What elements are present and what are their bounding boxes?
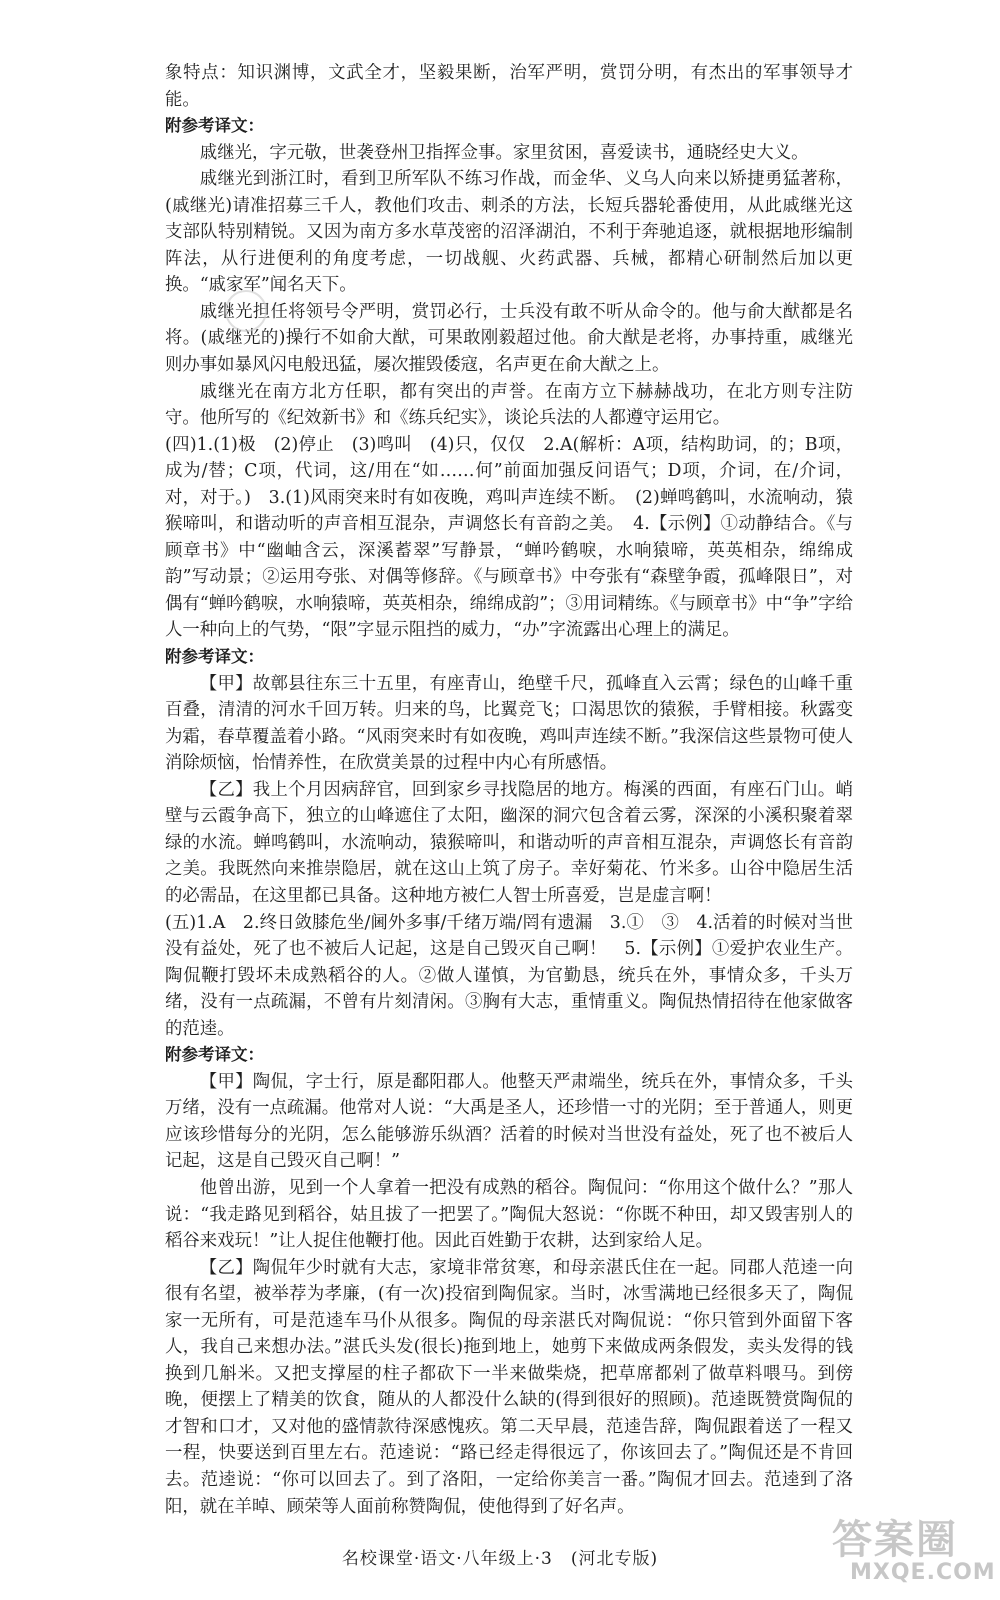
section-heading: 附参考译文： [165,116,264,136]
paragraph-9: 【乙】我上个月因病辞官，回到家乡寻找隐居的地方。梅溪的西面，有座石门山。峭壁与云霞争高下，独立的山峰遮住了太阳，幽深的洞穴包含着云雾，深深的小溪积聚着翠绿的水流。蝉鸣鹤叫，水流响动，猿猴啼叫，和谐动听的声音相互混杂，声调悠长有音韵之美。我既然向来推崇隐居，就在这山上筑了房子。幸好菊花、竹米多。山谷中隐居生活的必需品，在这里都已具备。这种地方被仁人智士所喜爱，岂是虚言啊！ [165,779,853,906]
section-heading: 附参考译文： [165,647,264,667]
site-watermark-logo [832,1508,996,1594]
paragraph-0: 象特点：知识渊博，文武全才，坚毅果断，治军严明，赏罚分明，有杰出的军事领导才能。 [165,63,853,110]
paragraph-12: 【甲】陶侃，字士行，原是鄱阳郡人。他整天严肃端坐，统兵在外，事情众多，千头万绪，没有一点疏漏。他常对人说：“大禹是圣人，还珍惜一寸的光阴；至于普通人，则更应该珍惜每分的光阴，怎么能够游乐纵酒？活着的时候对当世没有益处，死了也不被后人记起，这是自己毁灭自己啊！” [165,1071,853,1172]
page-footer: 名校课堂·语文·八年级上·3 (河北专版) [341,1549,659,1569]
faint-stamp-mark [225,290,267,332]
watermark-main-text: 答案圈 [832,1517,958,1563]
answer-block-4: (四)1.(1)极 (2)停止 (3)鸣叫 (4)只，仅仅 2.A(解析：A项，结构助词，的；B项，成为/替；C项，代词，这/用在“如……何”前面加强反问语气；D项，介词，在/介词，对，对于。) 3.(1)风雨突来时有如夜晚，鸡叫声连续不断。 (2)蝉鸣鹤叫，水流响动，猿猴啼叫，和谐动听的声音相互混杂，声调悠长有音韵之美。 4.【示例】①动静结合。《与顾章书》中“幽岫含云，深溪蓄翠”写静景，“蝉吟鹤唳，水响猿啼，英英相杂，绵绵成韵”写动景；②运用夸张、对偶等修辞。《与顾章书》中夸张有“森壁争霞，孤峰限日”，对偶有“蝉吟鹤唳，水响猿啼，英英相杂，绵绵成韵”；③用词精练。《与顾章书》中“争”字给人一种向上的气势，“限”字显示阻挡的威力，“办”字流露出心理上的满足。 [165,434,853,641]
paragraph-14: 【乙】陶侃年少时就有大志，家境非常贫寒，和母亲湛氏住在一起。同郡人范逵一向很有名望，被举荐为孝廉，(有一次)投宿到陶侃家。当时，冰雪满地已经很多天了，陶侃家一无所有，可是范逵车马仆从很多。陶侃的母亲湛氏对陶侃说：“你只管到外面留下客人，我自己来想办法。”湛氏头发(很长)拖到地上，她剪下来做成两条假发，卖头发得的钱换到几斛米。又把支撑屋的柱子都砍下一半来做柴烧，把草席都剁了做草料喂马。到傍晚，便摆上了精美的饮食，随从的人都没什么缺的(得到很好的照顾)。范逵既赞赏陶侃的才智和口才，又对他的盛情款待深感愧疚。第二天早晨，范逵告辞，陶侃跟着送了一程又一程，快要送到百里左右。范逵说：“路已经走得很远了，你该回去了。”陶侃还是不肯回去。范逵说：“你可以回去了。到了洛阳，一定给你美言一番。”陶侃才回去。范逵到了洛阳，就在羊晫、顾荣等人面前称赞陶侃，使他得到了好名声。 [165,1257,853,1517]
paragraph-13: 他曾出游，见到一个人拿着一把没有成熟的稻谷。陶侃问：“你用这个做什么？”那人说：“我走路见到稻谷，姑且拔了一把罢了。”陶侃大怒说：“你既不种田，却又毁害别人的稻谷来戏玩！”让人捉住他鞭打他。因此百姓勤于农耕，达到家给人足。 [165,1177,853,1252]
paragraph-3: 戚继光到浙江时，看到卫所军队不练习作战，而金华、义乌人向来以矫捷勇猛著称，(戚继光)请准招募三千人，教他们攻击、刺杀的方法，长短兵器轮番使用，从此戚继光这支部队特别精锐。又因为南方多水草茂密的沼泽湖泊，不利于奔驰追逐，就根据地形编制阵法，从行进便利的角度考虑，一切战舰、火药武器、兵械，都精心研制然后加以更换。“戚家军”闻名天下。 [165,169,853,296]
paragraph-8: 【甲】故鄣县往东三十五里，有座青山，绝壁千尺，孤峰直入云霄；绿色的山峰千重百叠，清清的河水千回万转。归来的鸟，比翼竞飞；口渴思饮的猿猴，手臂相接。秋露变为霜，春草覆盖着小路。“风雨突来时有如夜晚，鸡叫声连续不断。”我深信这些景物可使人消除烦恼，怡情养性，在欣赏美景的过程中内心有所感悟。 [165,673,853,774]
paragraph-2: 戚继光，字元敬，世袭登州卫指挥佥事。家里贫困，喜爱读书，通晓经史大义。 [199,142,809,163]
document-body [165,60,853,1520]
answer-block-5: (五)1.A 2.终日敛膝危坐/阃外多事/千绪万端/罔有遗漏 3.① ③ 4.活着的时候对当世没有益处，死了也不被后人记起，这是自己毁灭自己啊！ 5.【示例】①爱护农业生产。陶侃鞭打毁坏未成熟稻谷的人。②做人谨慎，为官勤恳，统兵在外，事情众多，千头万绪，没有一点疏漏，不曾有片刻清闲。③胸有大志，重情重义。陶侃热情招待在他家做客的范逵。 [165,912,853,1039]
paragraph-5: 戚继光在南方北方任职，都有突出的声誉。在南方立下赫赫战功，在北方则专注防守。他所写的《纪效新书》和《练兵纪实》，谈论兵法的人都遵守运用它。 [165,381,853,429]
section-heading: 附参考译文： [165,1045,264,1065]
watermark-url-text: MXQE.COM [850,1560,996,1585]
paragraph-4: 戚继光担任将领号令严明，赏罚必行，士兵没有敢不听从命令的。他与俞大猷都是名将。(戚继光的)操行不如俞大猷，可果敢刚毅超过他。俞大猷是老将，办事持重，戚继光则办事如暴风闪电般迅猛，屡次摧毁倭寇，名声更在俞大猷之上。 [165,301,853,376]
